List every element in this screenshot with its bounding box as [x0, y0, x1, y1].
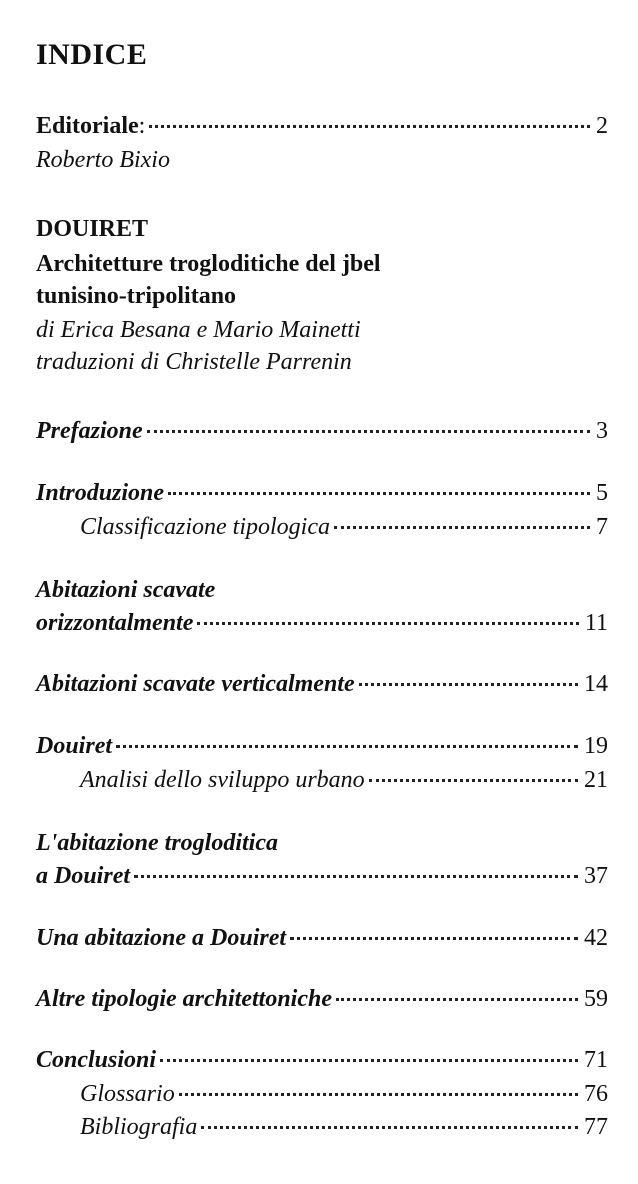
toc-page-number: 3 [596, 418, 608, 444]
toc-entry-classificazione[interactable] [80, 513, 608, 541]
toc-page-number: 37 [584, 863, 608, 889]
toc-entry-analisi[interactable] [80, 766, 608, 794]
leader-dots [290, 937, 578, 940]
toc-page-number: 14 [584, 671, 608, 697]
section-subtitle-line1: Architetture trogloditiche del jbel [36, 251, 381, 277]
toc-page-number: 21 [584, 767, 608, 793]
leader-dots [116, 745, 578, 748]
toc-entry-abitazioni-verticalmente[interactable] [36, 670, 608, 698]
leader-dots [201, 1126, 578, 1129]
page-title: INDICE [36, 38, 148, 71]
toc-entry-altre-tipologie[interactable] [36, 985, 608, 1013]
toc-page-number: 59 [584, 986, 608, 1012]
toc-page-number: 77 [584, 1114, 608, 1140]
leader-dots [149, 125, 590, 128]
toc-label: a Douiret [36, 863, 131, 889]
toc-label: Douiret [36, 733, 113, 759]
leader-dots [147, 430, 590, 433]
toc-entry-prefazione[interactable] [36, 417, 608, 445]
toc-label: Analisi dello sviluppo urbano [80, 767, 365, 793]
toc-entry-conclusioni[interactable] [36, 1046, 608, 1074]
leader-dots [197, 622, 579, 625]
toc-label: Abitazioni scavate verticalmente [36, 671, 355, 697]
toc-label: orizzontalmente [36, 610, 194, 636]
toc-entry-abitazioni-orizzontalmente[interactable] [36, 609, 608, 637]
leader-dots [369, 779, 578, 782]
toc-page-number: 11 [584, 610, 608, 636]
toc-page-number: 42 [584, 925, 608, 951]
leader-dots [160, 1059, 578, 1062]
leader-dots [359, 683, 578, 686]
toc-label: Introduzione [36, 480, 165, 506]
toc-label: Bibliografia [80, 1114, 198, 1140]
toc-entry-introduzione[interactable] [36, 479, 608, 507]
toc-page-number: 19 [584, 733, 608, 759]
toc-entry-editoriale[interactable] [36, 112, 608, 140]
toc-entry-glossario[interactable] [80, 1080, 608, 1108]
toc-entry-bibliografia[interactable] [80, 1113, 608, 1141]
toc-page-number: 71 [584, 1047, 608, 1073]
toc-entry-douiret[interactable] [36, 732, 608, 760]
section-subtitle-line2: tunisino-tripolitano [36, 283, 237, 309]
toc-page-number: 76 [584, 1081, 608, 1107]
toc-label: Editoriale: [36, 113, 146, 139]
leader-dots [334, 526, 590, 529]
toc-entry-una-abitazione[interactable] [36, 924, 608, 952]
toc-label: Conclusioni [36, 1047, 157, 1073]
leader-dots [336, 998, 578, 1001]
leader-dots [168, 492, 590, 495]
section-heading: DOUIRET [36, 216, 149, 242]
leader-dots [134, 875, 578, 878]
toc-label: Classificazione tipologica [80, 514, 330, 540]
leader-dots [179, 1093, 578, 1096]
toc-page-number: 2 [596, 113, 608, 139]
toc-page-number: 5 [596, 480, 608, 506]
editoriale-author: Roberto Bixio [36, 147, 170, 173]
section-authors: di Erica Besana e Mario Mainetti [36, 317, 361, 343]
toc-label: Prefazione [36, 418, 143, 444]
toc-label: Una abitazione a Douiret [36, 925, 287, 951]
toc-entry-abitazione-trogloditica-line1: L'abitazione trogloditica [36, 830, 279, 856]
toc-label: Glossario [80, 1081, 175, 1107]
toc-entry-abitazioni-orizzontalmente-line1: Abitazioni scavate [36, 577, 216, 603]
section-translation: traduzioni di Christelle Parrenin [36, 349, 352, 375]
toc-label: Altre tipologie architettoniche [36, 986, 332, 1012]
toc-page-number: 7 [596, 514, 608, 540]
toc-entry-abitazione-trogloditica[interactable] [36, 862, 608, 890]
